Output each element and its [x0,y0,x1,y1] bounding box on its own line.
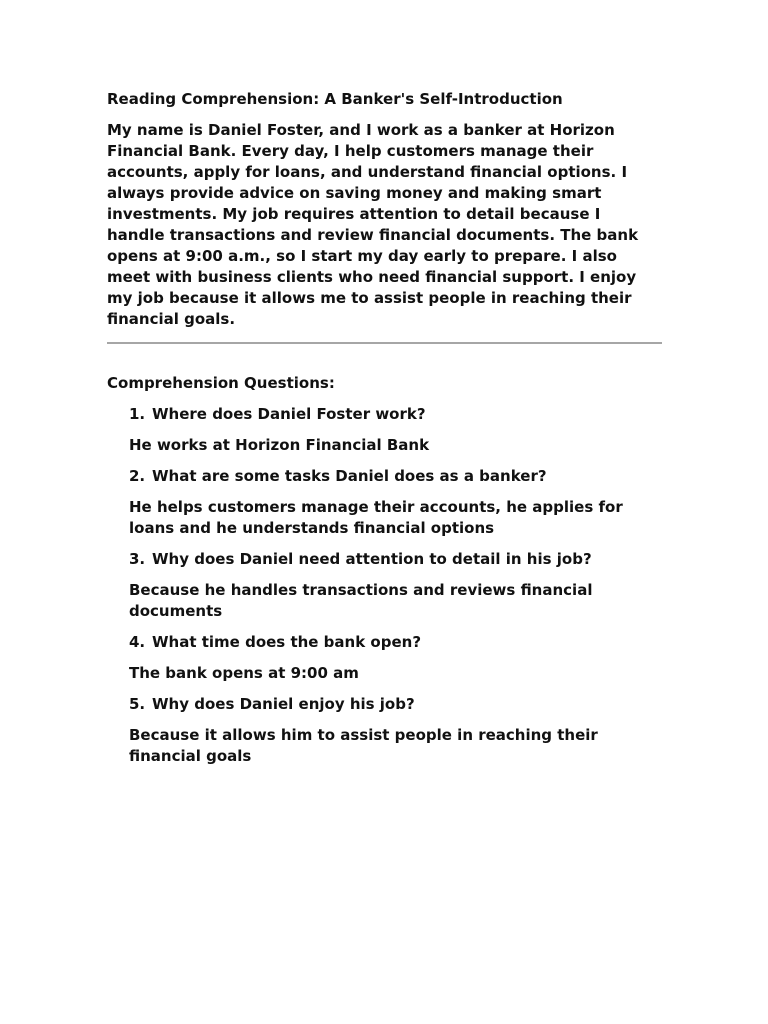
question-label: Why does Daniel need attention to detail in his job? [152,550,592,568]
answer-text: He works at Horizon Financial Bank [129,436,430,454]
question-item [107,632,662,684]
answer-text: He helps customers manage their accounts, he applies for loans and he understands financial options [129,498,623,537]
question-item [107,466,662,539]
answer-text: The bank opens at 9:00 am [129,664,359,682]
reading-passage: My name is Daniel Foster, and I work as a banker at Horizon Financial Bank. Every day, I help customers manage their accounts, apply for loans, and understand financial options. I always provide advice on saving money and making smart investments. My job requires attention to detail because I handle transactions and review financial documents. The bank opens at 9:00 a.m., so I start my day early to prepare. I also meet with business clients who need financial support. I enjoy my job because it allows me to assist people in reaching their financial goals. [107,121,639,328]
question-list [107,404,662,767]
answer-text: Because he handles transactions and reviews financial documents [129,581,593,620]
document-page [107,89,662,777]
question-text [107,549,662,570]
question-number: 4. [129,633,146,651]
question-number: 3. [129,550,146,568]
question-item [107,694,662,767]
question-number: 5. [129,695,146,713]
question-number: 1. [129,405,146,423]
section-divider [107,342,662,344]
questions-heading: Comprehension Questions: [107,374,335,392]
question-text [107,466,662,487]
question-text [107,404,662,425]
question-item [107,549,662,622]
document-title: Reading Comprehension: A Banker's Self-Introduction [107,90,563,108]
question-item [107,404,662,456]
question-label: Where does Daniel Foster work? [152,405,426,423]
question-text [107,694,662,715]
question-label: What time does the bank open? [152,633,422,651]
question-label: What are some tasks Daniel does as a banker? [152,467,547,485]
question-number: 2. [129,467,146,485]
question-text [107,632,662,653]
answer-text: Because it allows him to assist people in reaching their financial goals [129,726,598,765]
question-label: Why does Daniel enjoy his job? [152,695,415,713]
